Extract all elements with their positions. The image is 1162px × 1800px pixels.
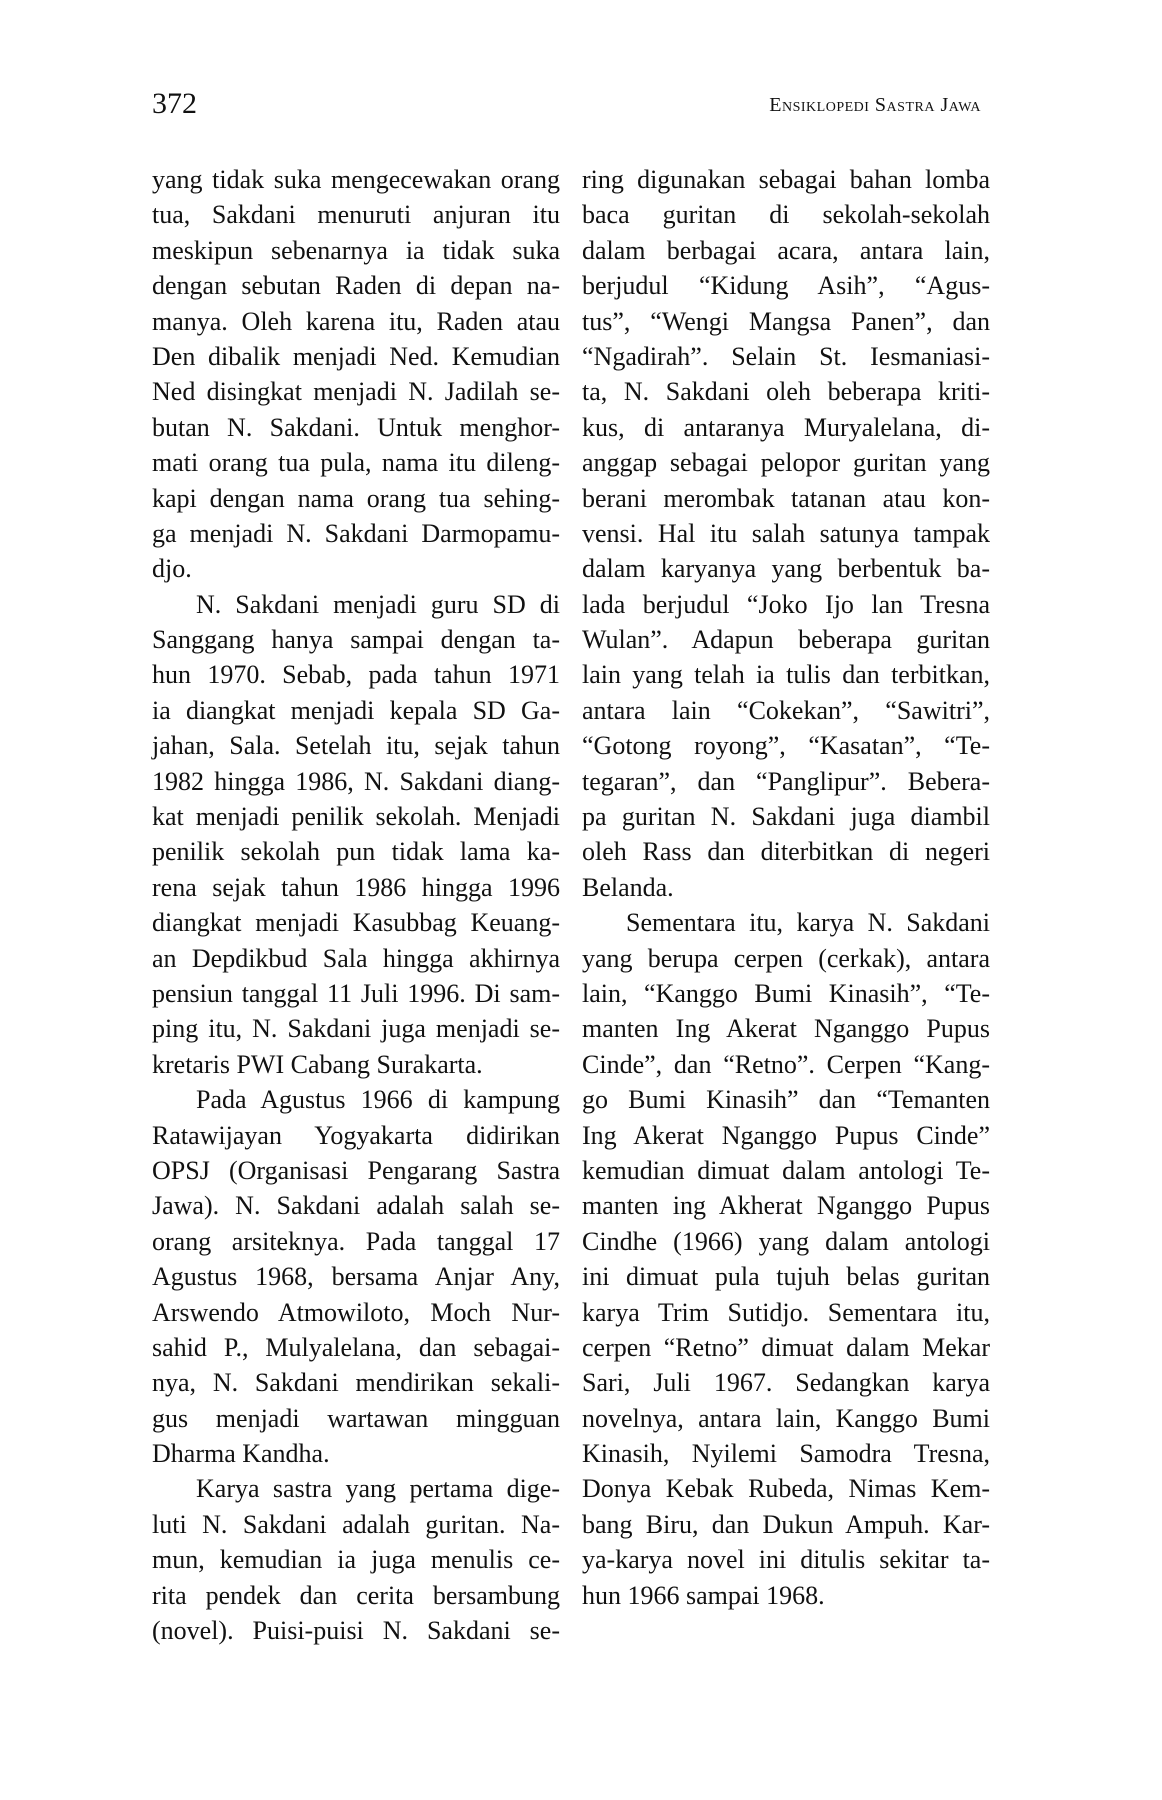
text-line: diangkat menjadi Kasubbag Keuang-: [152, 908, 560, 938]
text-line: pa guritan N. Sakdani juga diambil: [582, 802, 990, 832]
text-line: lain yang telah ia tulis dan terbitkan,: [582, 660, 990, 690]
text-line: pensiun tanggal 11 Juli 1996. Di sam-: [152, 978, 560, 1008]
text-line: dengan sebutan Raden di depan na-: [152, 271, 560, 301]
text-line: bang Biru, dan Dukun Ampuh. Kar-: [582, 1509, 990, 1539]
text-line: manya. Oleh karena itu, Raden atau: [152, 306, 560, 336]
text-line: Sanggang hanya sampai dengan ta-: [152, 625, 560, 655]
text-line: Arswendo Atmowiloto, Moch Nur-: [152, 1297, 560, 1327]
text-line: tegaran”, dan “Panglipur”. Bebera-: [582, 766, 990, 796]
text-line: lain, “Kanggo Bumi Kinasih”, “Te-: [582, 978, 990, 1008]
page-number: 372: [152, 87, 197, 120]
text-line: Sari, Juli 1967. Sedangkan karya: [582, 1368, 990, 1398]
text-line: “Gotong royong”, “Kasatan”, “Te-: [582, 731, 990, 761]
text-line: kapi dengan nama orang tua sehing-: [152, 483, 560, 513]
text-line: Ing Akerat Nganggo Pupus Cinde”: [582, 1120, 990, 1150]
text-line: Wulan”. Adapun beberapa guritan: [582, 625, 990, 655]
text-line: oleh Rass dan diterbitkan di negeri: [582, 837, 990, 867]
text-line: rena sejak tahun 1986 hingga 1996: [152, 872, 560, 902]
text-line: Dharma Kandha.: [152, 1439, 330, 1469]
text-line: ring digunakan sebagai bahan lomba: [582, 165, 990, 194]
page-header: [152, 84, 981, 124]
text-line: luti N. Sakdani adalah guritan. Na-: [152, 1509, 560, 1539]
text-line: Pada Agustus 1966 di kampung: [196, 1085, 560, 1115]
text-line: OPSJ (Organisasi Pengarang Sastra: [152, 1155, 560, 1185]
text-line: mun, kemudian ia juga menulis ce-: [152, 1545, 560, 1575]
text-line: kemudian dimuat dalam antologi Te-: [582, 1155, 990, 1185]
text-line: mati orang tua pula, nama itu dileng-: [152, 448, 560, 478]
text-line: “Ngadirah”. Selain St. Iesmaniasi-: [582, 341, 990, 371]
text-line: kat menjadi penilik sekolah. Menjadi: [152, 802, 560, 832]
text-line: N. Sakdani menjadi guru SD di: [196, 589, 560, 619]
text-line: anggap sebagai pelopor guritan yang: [582, 448, 990, 478]
text-line: Karya sastra yang pertama dige-: [196, 1474, 560, 1504]
text-line: Kinasih, Nyilemi Samodra Tresna,: [582, 1439, 990, 1469]
left-text-column: [152, 162, 560, 1648]
text-line: ping itu, N. Sakdani juga menjadi se-: [152, 1014, 560, 1044]
text-line: ya-karya novel ini ditulis sekitar ta-: [582, 1545, 990, 1575]
text-line: ga menjadi N. Sakdani Darmopamu-: [152, 518, 560, 548]
text-line: Ratawijayan Yogyakarta didirikan: [152, 1120, 560, 1150]
text-line: kretaris PWI Cabang Surakarta.: [152, 1049, 483, 1079]
text-line: nya, N. Sakdani mendirikan sekali-: [152, 1368, 560, 1398]
text-line: tus”, “Wengi Mangsa Panen”, dan: [582, 306, 990, 336]
text-line: ini dimuat pula tujuh belas guritan: [582, 1262, 990, 1292]
text-line: sahid P., Mulyalelana, dan sebagai-: [152, 1332, 560, 1362]
text-line: an Depdikbud Sala hingga akhirnya: [152, 943, 560, 973]
text-line: karya Trim Sutidjo. Sementara itu,: [582, 1297, 990, 1327]
text-line: 1982 hingga 1986, N. Sakdani diang-: [152, 766, 560, 796]
text-line: jahan, Sala. Setelah itu, sejak tahun: [152, 731, 560, 761]
text-line: meskipun sebenarnya ia tidak suka: [152, 235, 560, 265]
text-line: baca guritan di sekolah-sekolah: [582, 200, 990, 230]
text-line: berjudul “Kidung Asih”, “Agus-: [582, 271, 990, 301]
text-line: dalam karyanya yang berbentuk ba-: [582, 554, 990, 584]
right-text-column: [582, 162, 990, 1613]
text-line: ia diangkat menjadi kepala SD Ga-: [152, 695, 560, 725]
text-line: Donya Kebak Rubeda, Nimas Kem-: [582, 1474, 990, 1504]
text-line: butan N. Sakdani. Untuk menghor-: [152, 412, 560, 442]
text-line: hun 1966 sampai 1968.: [582, 1580, 825, 1610]
text-line: Ned disingkat menjadi N. Jadilah se-: [152, 377, 560, 407]
text-line: Cinde”, dan “Retno”. Cerpen “Kang-: [582, 1049, 990, 1079]
text-line: yang tidak suka mengecewakan orang: [152, 165, 560, 194]
text-line: lada berjudul “Joko Ijo lan Tresna: [582, 589, 990, 619]
text-line: Belanda.: [582, 872, 674, 902]
text-line: Den dibalik menjadi Ned. Kemudian: [152, 341, 560, 371]
text-line: Jawa). N. Sakdani adalah salah se-: [152, 1191, 560, 1221]
text-line: gus menjadi wartawan mingguan: [152, 1403, 560, 1433]
text-line: manten Ing Akerat Nganggo Pupus: [582, 1014, 990, 1044]
text-line: yang berupa cerpen (cerkak), antara: [582, 943, 990, 973]
text-line: novelnya, antara lain, Kanggo Bumi: [582, 1403, 990, 1433]
text-line: Sementara itu, karya N. Sakdani: [626, 908, 990, 938]
text-line: kus, di antaranya Muryalelana, di-: [582, 412, 990, 442]
text-line: rita pendek dan cerita bersambung: [152, 1580, 560, 1610]
text-line: penilik sekolah pun tidak lama ka-: [152, 837, 560, 867]
text-line: cerpen “Retno” dimuat dalam Mekar: [582, 1332, 990, 1362]
text-line: tua, Sakdani menuruti anjuran itu: [152, 200, 560, 230]
text-line: go Bumi Kinasih” dan “Temanten: [582, 1085, 990, 1115]
running-title: Ensiklopedi Sastra Jawa: [769, 94, 981, 116]
text-line: djo.: [152, 554, 192, 584]
text-line: manten ing Akherat Nganggo Pupus: [582, 1191, 990, 1221]
text-line: berani merombak tatanan atau kon-: [582, 483, 990, 513]
text-line: ta, N. Sakdani oleh beberapa kriti-: [582, 377, 990, 407]
text-line: (novel). Puisi-puisi N. Sakdani se-: [152, 1616, 560, 1646]
text-line: Cindhe (1966) yang dalam antologi: [582, 1226, 990, 1256]
text-line: dalam berbagai acara, antara lain,: [582, 235, 990, 265]
text-line: vensi. Hal itu salah satunya tampak: [582, 518, 990, 548]
text-line: antara lain “Cokekan”, “Sawitri”,: [582, 695, 990, 725]
text-line: Agustus 1968, bersama Anjar Any,: [152, 1262, 560, 1292]
text-line: hun 1970. Sebab, pada tahun 1971: [152, 660, 560, 690]
text-line: orang arsiteknya. Pada tanggal 17: [152, 1226, 560, 1256]
